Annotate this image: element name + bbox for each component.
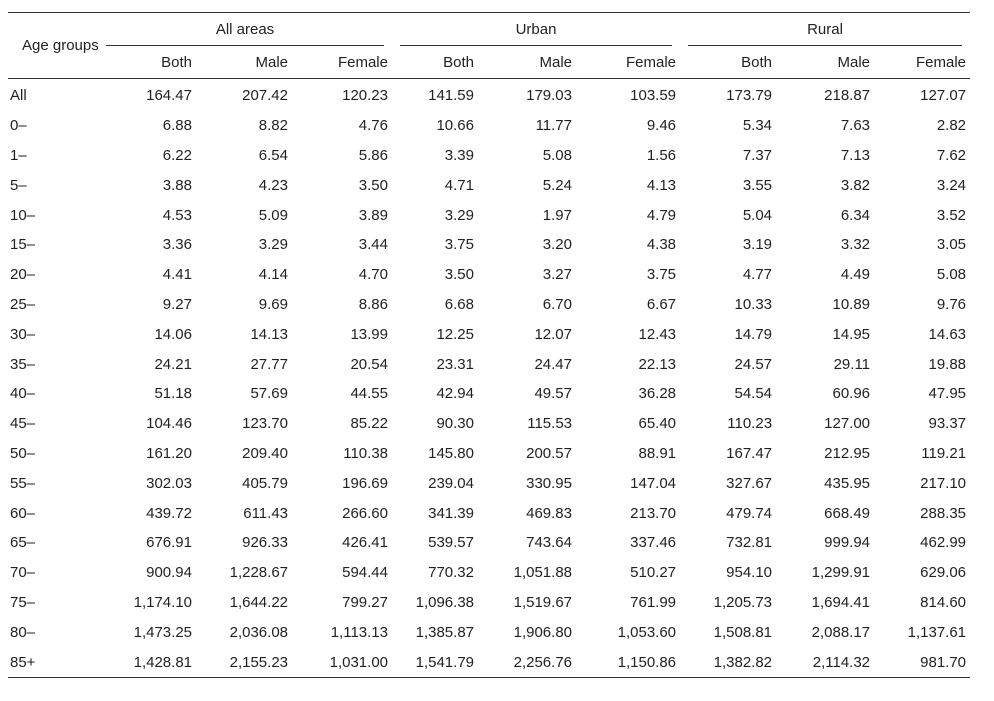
value-cell: 8.86 (358, 295, 388, 313)
value-cell: 7.37 (742, 146, 773, 164)
value-cell: 167.47 (726, 444, 773, 462)
value-cell: 288.35 (920, 504, 967, 522)
value-cell: 9.46 (646, 117, 677, 135)
value-cell: 1,473.25 (133, 623, 192, 641)
value-cell: 3.82 (840, 176, 871, 194)
value-cell: 110.23 (727, 415, 773, 433)
value-cell: 4.70 (358, 266, 388, 284)
value-cell: 44.55 (350, 385, 388, 403)
age-group-cell: 5– (10, 176, 27, 194)
value-cell: 954.10 (726, 564, 773, 582)
value-cell: 330.95 (526, 474, 572, 492)
value-cell: 479.74 (726, 504, 773, 522)
table-row (8, 558, 970, 588)
age-group-cell: All (10, 87, 27, 105)
value-cell: 4.49 (840, 266, 871, 284)
table-row (8, 617, 970, 647)
value-cell: 3.39 (444, 146, 474, 164)
table-header (8, 13, 970, 79)
value-cell: 539.57 (428, 534, 474, 552)
value-cell: 469.83 (526, 504, 572, 522)
value-cell: 3.44 (358, 236, 388, 254)
value-cell: 88.91 (638, 444, 677, 462)
age-group-cell: 25– (10, 295, 36, 313)
value-cell: 207.42 (242, 87, 288, 105)
subheader-cell: Both (443, 53, 474, 71)
value-cell: 4.14 (258, 266, 288, 284)
value-cell: 9.27 (162, 295, 192, 313)
value-cell: 266.60 (342, 504, 388, 522)
value-cell: 49.57 (534, 385, 572, 403)
value-cell: 676.91 (146, 534, 192, 552)
age-group-cell: 75– (10, 593, 36, 611)
value-cell: 217.10 (920, 474, 967, 492)
value-cell: 54.54 (734, 385, 773, 403)
value-cell: 10.33 (734, 295, 773, 313)
value-cell: 127.00 (824, 415, 871, 433)
value-cell: 7.13 (840, 146, 871, 164)
value-cell: 7.62 (936, 146, 967, 164)
value-cell: 47.95 (928, 385, 967, 403)
value-cell: 799.27 (342, 593, 388, 611)
table-row (8, 498, 970, 528)
value-cell: 4.23 (258, 176, 288, 194)
value-cell: 14.95 (832, 325, 871, 343)
value-cell: 14.63 (928, 325, 967, 343)
value-cell: 3.50 (444, 266, 474, 284)
subheader-cell: Female (337, 53, 388, 71)
table-row (8, 379, 970, 409)
value-cell: 439.72 (146, 504, 192, 522)
value-cell: 4.53 (162, 206, 192, 224)
value-cell: 3.89 (358, 206, 388, 224)
age-group-cell: 50– (10, 444, 36, 462)
value-cell: 5.34 (742, 117, 773, 135)
value-cell: 1,519.67 (513, 593, 572, 611)
value-cell: 814.60 (920, 593, 967, 611)
value-cell: 2,256.76 (513, 653, 572, 671)
table-row (8, 260, 970, 290)
subheader-cell: Male (255, 53, 288, 71)
value-cell: 164.47 (146, 87, 192, 105)
group-underline (106, 45, 384, 46)
value-cell: 6.67 (646, 295, 677, 313)
value-cell: 11.77 (535, 117, 572, 135)
value-cell: 341.39 (428, 504, 474, 522)
value-cell: 1,174.10 (133, 593, 192, 611)
table-row (8, 111, 970, 141)
value-cell: 9.69 (258, 295, 288, 313)
value-cell: 1,299.91 (811, 564, 871, 582)
value-cell: 2,155.23 (229, 653, 288, 671)
value-cell: 12.43 (638, 325, 677, 343)
value-cell: 147.04 (630, 474, 677, 492)
value-cell: 770.32 (428, 564, 474, 582)
group-underline (688, 45, 962, 46)
value-cell: 161.20 (146, 444, 192, 462)
value-cell: 179.03 (526, 87, 572, 105)
value-cell: 24.47 (534, 355, 572, 373)
age-group-cell: 35– (10, 355, 36, 373)
value-cell: 761.99 (630, 593, 677, 611)
age-group-cell: 10– (10, 206, 36, 224)
value-cell: 65.40 (638, 415, 677, 433)
value-cell: 3.29 (258, 236, 288, 254)
value-cell: 12.25 (436, 325, 474, 343)
value-cell: 1,150.86 (617, 653, 677, 671)
value-cell: 42.94 (436, 385, 474, 403)
value-cell: 594.44 (342, 564, 388, 582)
value-cell: 10.89 (832, 295, 871, 313)
value-cell: 6.22 (162, 146, 192, 164)
value-cell: 200.57 (526, 444, 572, 462)
age-group-cell: 30– (10, 325, 36, 343)
value-cell: 24.21 (154, 355, 192, 373)
value-cell: 27.77 (250, 355, 288, 373)
value-cell: 90.30 (436, 415, 474, 433)
value-cell: 3.19 (742, 236, 773, 254)
subheader-cell: Both (741, 53, 773, 71)
value-cell: 3.32 (840, 236, 871, 254)
value-cell: 7.63 (840, 117, 871, 135)
value-cell: 20.54 (350, 355, 388, 373)
value-cell: 1,096.38 (415, 593, 474, 611)
age-group-cell: 85+ (10, 653, 36, 671)
table-row (8, 468, 970, 498)
value-cell: 3.29 (444, 206, 474, 224)
value-cell: 1,508.81 (713, 623, 773, 641)
value-cell: 196.69 (342, 474, 388, 492)
value-cell: 10.66 (436, 117, 474, 135)
subheader-cell: Female (626, 53, 677, 71)
value-cell: 6.88 (162, 117, 192, 135)
table-row (8, 200, 970, 230)
value-cell: 3.05 (936, 236, 967, 254)
value-cell: 1,228.67 (229, 564, 288, 582)
table-row (8, 141, 970, 171)
value-cell: 120.23 (342, 87, 388, 105)
value-cell: 22.13 (638, 355, 677, 373)
value-cell: 327.67 (726, 474, 773, 492)
value-cell: 6.34 (840, 206, 871, 224)
value-cell: 12.07 (534, 325, 572, 343)
age-group-cell: 55– (10, 474, 36, 492)
value-cell: 2,036.08 (229, 623, 288, 641)
value-cell: 1,428.81 (133, 653, 192, 671)
value-cell: 2,088.17 (811, 623, 871, 641)
value-cell: 732.81 (726, 534, 773, 552)
value-cell: 1,382.82 (713, 653, 773, 671)
age-group-cell: 0– (10, 117, 27, 135)
value-cell: 14.13 (250, 325, 288, 343)
value-cell: 1,205.73 (713, 593, 773, 611)
group-header-urban (392, 13, 680, 47)
value-cell: 1,113.13 (330, 623, 388, 641)
value-cell: 405.79 (242, 474, 288, 492)
value-cell: 23.31 (436, 355, 474, 373)
value-cell: 3.75 (646, 266, 677, 284)
value-cell: 29.11 (833, 355, 871, 373)
table-row (8, 170, 970, 200)
value-cell: 510.27 (630, 564, 677, 582)
value-cell: 212.95 (824, 444, 871, 462)
value-cell: 36.28 (638, 385, 677, 403)
value-cell: 3.52 (936, 206, 967, 224)
value-cell: 981.70 (920, 653, 967, 671)
value-cell: 3.20 (542, 236, 572, 254)
value-cell: 1,694.41 (811, 593, 871, 611)
value-cell: 4.41 (162, 266, 192, 284)
value-cell: 123.70 (242, 415, 288, 433)
table-row (8, 319, 970, 349)
value-cell: 104.46 (146, 415, 192, 433)
group-label: Urban (515, 21, 557, 38)
group-header-all-areas (98, 13, 392, 47)
value-cell: 5.09 (258, 206, 288, 224)
group-label: Rural (807, 21, 843, 38)
value-cell: 900.94 (146, 564, 192, 582)
value-cell: 127.07 (920, 87, 967, 105)
age-groups-header: Age groups (22, 37, 99, 54)
value-cell: 213.70 (630, 504, 677, 522)
value-cell: 13.99 (350, 325, 388, 343)
table-body (8, 79, 970, 678)
table-row (8, 79, 970, 111)
value-cell: 435.95 (824, 474, 871, 492)
value-cell: 668.49 (824, 504, 871, 522)
value-cell: 3.75 (444, 236, 474, 254)
value-cell: 1,031.00 (329, 653, 388, 671)
table-row (8, 230, 970, 260)
age-group-cell: 15– (10, 236, 36, 254)
value-cell: 51.18 (154, 385, 192, 403)
table-row (8, 349, 970, 379)
value-cell: 110.38 (343, 444, 388, 462)
value-cell: 5.24 (542, 176, 572, 194)
group-header-rural (680, 13, 970, 47)
age-group-cell: 70– (10, 564, 36, 582)
value-cell: 611.43 (243, 504, 288, 522)
age-group-cell: 40– (10, 385, 36, 403)
value-cell: 24.57 (734, 355, 773, 373)
subheader-cell: Male (837, 53, 871, 71)
value-cell: 4.71 (444, 176, 474, 194)
value-cell: 926.33 (242, 534, 288, 552)
value-cell: 4.77 (742, 266, 773, 284)
age-group-cell: 1– (10, 146, 27, 164)
table-row (8, 588, 970, 618)
subheader-cell: Male (539, 53, 572, 71)
value-cell: 14.06 (154, 325, 192, 343)
value-cell: 6.70 (542, 295, 572, 313)
value-cell: 1.97 (542, 206, 572, 224)
group-label: All areas (215, 21, 275, 38)
value-cell: 173.79 (726, 87, 773, 105)
value-cell: 2.82 (936, 117, 967, 135)
value-cell: 3.55 (742, 176, 773, 194)
value-cell: 145.80 (428, 444, 474, 462)
value-cell: 5.08 (542, 146, 572, 164)
value-cell: 85.22 (350, 415, 388, 433)
value-cell: 6.68 (444, 295, 474, 313)
table-row (8, 439, 970, 469)
value-cell: 93.37 (928, 415, 967, 433)
value-cell: 3.27 (542, 266, 572, 284)
value-cell: 1,053.60 (617, 623, 677, 641)
value-cell: 1,385.87 (415, 623, 474, 641)
value-cell: 57.69 (250, 385, 288, 403)
value-cell: 743.64 (526, 534, 572, 552)
group-underline (400, 45, 672, 46)
data-table-container (8, 12, 970, 678)
value-cell: 239.04 (428, 474, 474, 492)
value-cell: 14.79 (734, 325, 773, 343)
value-cell: 1,906.80 (513, 623, 572, 641)
value-cell: 4.38 (646, 236, 677, 254)
age-group-cell: 20– (10, 266, 36, 284)
value-cell: 2,114.32 (812, 653, 871, 671)
table-row (8, 528, 970, 558)
table-row (8, 409, 970, 439)
value-cell: 1.56 (646, 146, 677, 164)
value-cell: 6.54 (258, 146, 288, 164)
value-cell: 1,137.61 (907, 623, 967, 641)
value-cell: 3.24 (936, 176, 967, 194)
table-row (8, 647, 970, 677)
age-group-cell: 65– (10, 534, 36, 552)
value-cell: 60.96 (832, 385, 871, 403)
value-cell: 9.76 (936, 295, 967, 313)
subheader-cell: Female (916, 53, 967, 71)
value-cell: 1,541.79 (415, 653, 474, 671)
value-cell: 3.50 (358, 176, 388, 194)
value-cell: 115.53 (527, 415, 572, 433)
value-cell: 337.46 (630, 534, 677, 552)
value-cell: 3.88 (162, 176, 192, 194)
age-group-cell: 80– (10, 623, 36, 641)
value-cell: 141.59 (428, 87, 474, 105)
value-cell: 3.36 (162, 236, 192, 254)
value-cell: 4.76 (358, 117, 388, 135)
value-cell: 5.08 (936, 266, 967, 284)
value-cell: 1,051.88 (513, 564, 572, 582)
value-cell: 209.40 (242, 444, 288, 462)
value-cell: 103.59 (630, 87, 677, 105)
table-row (8, 290, 970, 320)
data-table (8, 12, 970, 678)
age-group-cell: 45– (10, 415, 36, 433)
value-cell: 119.21 (921, 444, 967, 462)
value-cell: 218.87 (824, 87, 871, 105)
value-cell: 8.82 (258, 117, 288, 135)
value-cell: 462.99 (920, 534, 967, 552)
value-cell: 426.41 (342, 534, 388, 552)
value-cell: 302.03 (146, 474, 192, 492)
value-cell: 19.88 (928, 355, 967, 373)
value-cell: 999.94 (824, 534, 871, 552)
value-cell: 4.79 (646, 206, 677, 224)
subheader-cell: Both (161, 53, 192, 71)
value-cell: 5.04 (742, 206, 773, 224)
value-cell: 4.13 (646, 176, 677, 194)
value-cell: 1,644.22 (229, 593, 288, 611)
value-cell: 5.86 (358, 146, 388, 164)
value-cell: 629.06 (920, 564, 967, 582)
age-group-cell: 60– (10, 504, 36, 522)
